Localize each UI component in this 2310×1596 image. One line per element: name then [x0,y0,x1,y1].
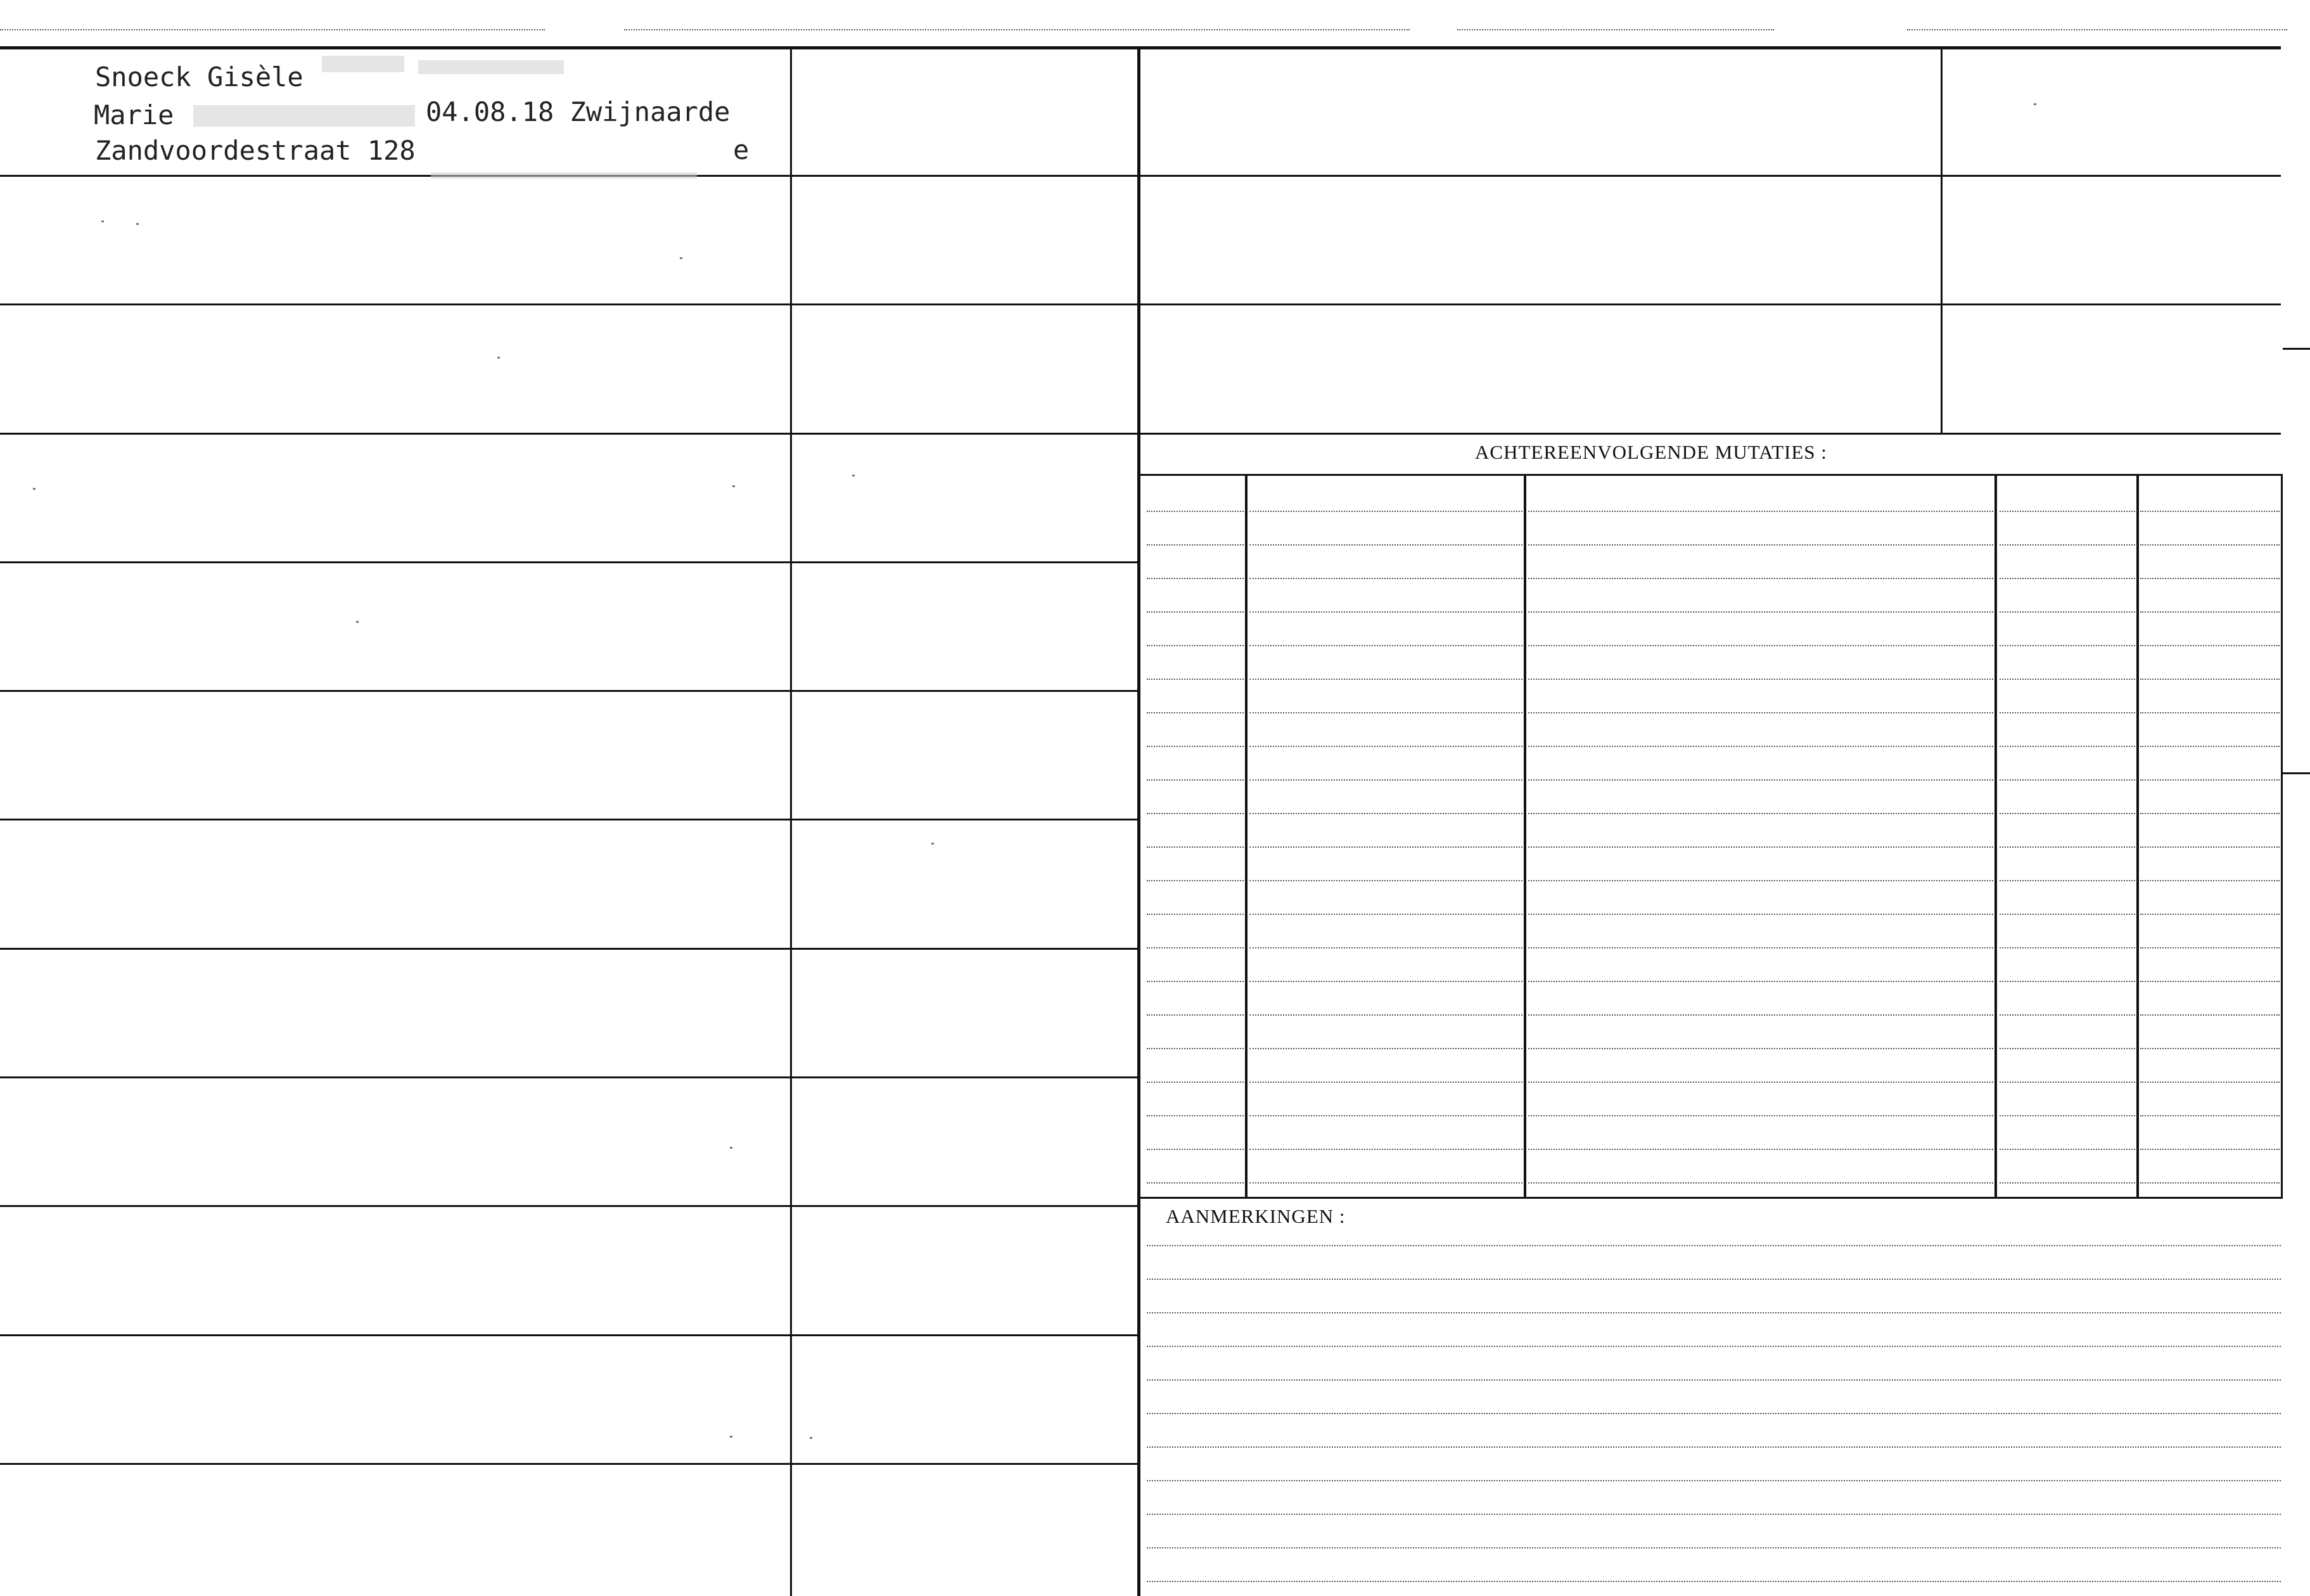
mutations-ruled-line [2000,880,2135,881]
row-rule [0,433,1139,435]
mutations-ruled-line [1147,645,1244,646]
mutations-ruled-line [1147,846,1244,848]
row-rule [0,948,1139,950]
mutations-ruled-line [1147,1014,1244,1016]
mutations-ruled-line [2000,1014,2135,1016]
remarks-ruled-line [1147,1379,2281,1381]
mutations-ruled-line [2000,578,2135,579]
stamp-smudge [193,105,415,127]
mutations-ruled-line [1147,578,1244,579]
mutations-ruled-line [1528,746,1993,747]
mutations-ruled-line [2140,914,2280,915]
mutations-ruled-line [1147,1048,1244,1049]
mutations-ruled-line [2000,981,2135,982]
top-rule-fragment [624,29,1410,30]
scan-speck [136,223,139,225]
row-rule [0,561,1139,563]
scan-speck [730,1147,732,1149]
mutations-ruled-line [1528,880,1993,881]
upper-right-divider [1941,46,1943,434]
remarks-ruled-line [1147,1413,2281,1414]
top-rule-fragment [1457,29,1774,30]
row-rule [0,1076,1139,1078]
scan-speck [931,843,934,845]
row-rule [0,1463,1139,1465]
mutations-ruled-line [1147,947,1244,948]
mutations-ruled-line [1147,914,1244,915]
mutations-ruled-line [2140,1048,2280,1049]
mutations-ruled-line [1249,746,1522,747]
mutations-ruled-line [2140,880,2280,881]
mutations-ruled-line [1249,813,1522,814]
mutations-ruled-line [1528,779,1993,781]
mutations-ruled-line [1528,1014,1993,1016]
mutations-ruled-line [2000,1149,2135,1150]
mutations-ruled-line [1249,1115,1522,1116]
scan-speck [730,1436,732,1438]
mutations-ruled-line [2140,746,2280,747]
mutations-ruled-line [2140,645,2280,646]
mutations-ruled-line [1528,511,1993,512]
mutations-col-divider [1245,474,1248,1197]
remarks-ruled-line [1147,1446,2281,1448]
remarks-ruled-line [1147,1581,2281,1582]
mutations-ruled-line [2140,846,2280,848]
mutations-ruled-line [1528,679,1993,680]
mutations-ruled-line [2140,1014,2280,1016]
upper-right-rule [1139,303,2281,305]
mutations-ruled-line [2140,1182,2280,1184]
record-second-name: Marie [94,99,174,131]
mutations-ruled-line [2000,712,2135,713]
mutations-ruled-line [1528,1149,1993,1150]
mutations-bottom-rule [1139,1197,2283,1199]
scan-speck [852,475,855,476]
mutations-ruled-line [1249,880,1522,881]
mutations-ruled-line [1249,779,1522,781]
mutations-ruled-line [1249,981,1522,982]
mutations-ruled-line [2140,813,2280,814]
mutations-ruled-line [1249,1082,1522,1083]
edge-tick [2283,348,2310,350]
mutations-ruled-line [1528,1082,1993,1083]
mutations-ruled-line [1528,645,1993,646]
scan-speck [356,621,359,623]
mutations-ruled-line [1528,981,1993,982]
stamp-smudge [431,172,697,179]
mutations-ruled-line [2140,712,2280,713]
remarks-ruled-line [1147,1245,2281,1246]
mutations-ruled-line [2140,511,2280,512]
mutations-ruled-line [1528,611,1993,613]
row-rule [0,303,1139,305]
mutations-ruled-line [1528,578,1993,579]
mutations-ruled-line [2000,779,2135,781]
mutations-ruled-line [1528,1048,1993,1049]
mutations-ruled-line [1147,1149,1244,1150]
mutations-ruled-line [1147,1082,1244,1083]
mutations-ruled-line [1249,914,1522,915]
mutations-ruled-line [2000,544,2135,546]
mutations-ruled-line [1147,679,1244,680]
mutations-ruled-line [1147,611,1244,613]
row-rule [0,1205,1139,1207]
center-divider [1137,46,1140,1596]
mutations-ruled-line [2000,645,2135,646]
scan-speck [33,488,35,490]
remarks-ruled-line [1147,1480,2281,1481]
mutations-ruled-line [2000,846,2135,848]
row-rule [0,690,1139,692]
mutations-top-rule [1139,474,2283,476]
record-address: Zandvoordestraat 128 [95,135,416,166]
stamp-smudge [322,56,404,72]
scan-speck [732,485,735,487]
mutations-ruled-line [2000,1115,2135,1116]
mutations-ruled-line [1147,813,1244,814]
remarks-ruled-line [1147,1312,2281,1313]
mutations-ruled-line [2140,1115,2280,1116]
mutations-col-divider [1994,474,1997,1197]
mutations-ruled-line [2000,1182,2135,1184]
mutations-ruled-line [2000,679,2135,680]
mutations-ruled-line [2000,813,2135,814]
upper-right-rule [1139,175,2281,177]
mutations-ruled-line [2000,511,2135,512]
mutations-ruled-line [1249,712,1522,713]
mutations-ruled-line [1147,981,1244,982]
mutations-ruled-line [2000,611,2135,613]
mutations-ruled-line [1528,712,1993,713]
mutations-ruled-line [2140,1149,2280,1150]
scan-speck [101,220,104,222]
mutations-ruled-line [1528,544,1993,546]
mutations-ruled-line [1249,544,1522,546]
mutations-ruled-line [1249,1014,1522,1016]
remarks-heading: AANMERKINGEN : [1166,1205,1346,1227]
scan-speck [2034,103,2036,105]
top-rule-fragment [1907,29,2287,30]
mutations-ruled-line [2000,947,2135,948]
remarks-ruled-line [1147,1346,2281,1347]
mutations-col-divider [2136,474,2139,1197]
top-rule-fragment [0,29,545,30]
mutations-ruled-line [2140,544,2280,546]
scan-speck [680,257,682,259]
mutations-ruled-line [2140,1082,2280,1083]
top-border [0,46,2281,49]
mutations-ruled-line [1147,1115,1244,1116]
mutations-ruled-line [2000,1048,2135,1049]
mutations-ruled-line [1249,611,1522,613]
mutations-ruled-line [1528,914,1993,915]
mutations-ruled-line [1147,1182,1244,1184]
mutations-ruled-line [1249,679,1522,680]
mutations-ruled-line [1249,645,1522,646]
edge-tick [2283,772,2310,774]
stamp-smudge [418,60,564,74]
mutations-ruled-line [1249,1182,1522,1184]
mutations-ruled-line [1249,578,1522,579]
record-mark: e [733,134,750,165]
scan-speck [810,1437,812,1439]
mutations-right-border [2281,474,2283,1197]
mutations-ruled-line [2140,779,2280,781]
mutations-ruled-line [2140,981,2280,982]
mutations-ruled-line [1147,880,1244,881]
mutations-ruled-line [2140,679,2280,680]
mutations-ruled-line [1147,746,1244,747]
mutations-ruled-line [1528,1182,1993,1184]
mutations-ruled-line [1147,544,1244,546]
mutations-ruled-line [1249,947,1522,948]
mutations-heading: ACHTEREENVOLGENDE MUTATIES : [1475,441,1827,463]
mutations-ruled-line [2140,578,2280,579]
mutations-ruled-line [2000,1082,2135,1083]
mutations-ruled-line [2000,746,2135,747]
left-column-divider [790,46,792,1596]
mutations-col-divider [1524,474,1526,1197]
row-rule [0,1334,1139,1336]
mutations-ruled-line [1528,1115,1993,1116]
mutations-ruled-line [2140,947,2280,948]
mutations-ruled-line [1249,511,1522,512]
mutations-ruled-line [1147,779,1244,781]
mutations-ruled-line [2140,611,2280,613]
mutations-ruled-line [1147,511,1244,512]
upper-right-rule [1139,433,2281,435]
scan-speck [497,357,500,359]
mutations-ruled-line [1528,947,1993,948]
row-rule [0,819,1139,820]
record-birth-date-place: 04.08.18 Zwijnaarde [426,96,731,127]
mutations-ruled-line [1147,712,1244,713]
mutations-ruled-line [1249,846,1522,848]
mutations-ruled-line [1249,1048,1522,1049]
mutations-ruled-line [1528,813,1993,814]
remarks-ruled-line [1147,1547,2281,1548]
mutations-ruled-line [1528,846,1993,848]
mutations-ruled-line [1249,1149,1522,1150]
remarks-ruled-line [1147,1279,2281,1280]
record-surname-firstname: Snoeck Gisèle [95,61,303,93]
mutations-ruled-line [2000,914,2135,915]
remarks-ruled-line [1147,1514,2281,1515]
